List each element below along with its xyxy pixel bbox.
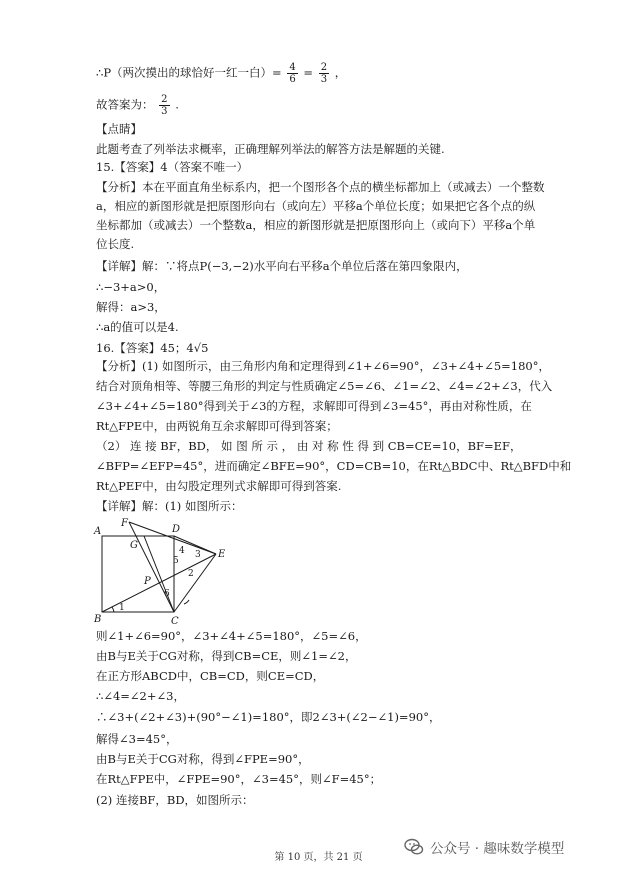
geometry-svg: [92, 516, 242, 626]
text-line: Rt△FPE中，由两锐角互余求解即可得到答案；: [96, 419, 338, 433]
label-angle-5: 5: [173, 556, 179, 566]
label-angle-1: 1: [119, 603, 125, 613]
section-heading-dianjing: 【点睛】: [96, 122, 142, 136]
fraction-answer: $\frac{2}{3}$: [161, 94, 168, 117]
label-d: D: [172, 524, 181, 535]
text-line: ∴∠3+(∠2+∠3)+(90°−∠1)=180°，即2∠3+(∠2−∠1)=90°，: [96, 710, 441, 724]
text-line: ∠3+∠4+∠5=180°得到关于∠3的方程，求解即可得到∠3=45°，再由对称性质，在: [96, 399, 532, 413]
label-angle-6: 6: [164, 589, 170, 599]
text-line: ∠BFP=∠EFP=45°，进而确定∠BFE=90°，CD=CB=10，在Rt△BDC中、Rt△BFD中和: [96, 459, 572, 473]
text-line: 则∠1+∠6=90°，∠3+∠4+∠5=180°，∠5=∠6，: [96, 629, 367, 643]
label-angle-2: 2: [188, 569, 194, 579]
text-line: 此题考查了列举法求概率，正确理解列举法的解答方法是解题的关键.: [96, 142, 445, 156]
text-line: 解得：a>3，: [96, 300, 166, 314]
label-angle-4: 4: [179, 546, 185, 556]
probability-result-line: ∴P（两次摸出的球恰好一红一白）= $\frac{4}{6}$ = $\frac{2}{3}$ ，: [96, 62, 347, 85]
label-b: B: [94, 614, 102, 625]
question-16-answer: 16.【答案】45；4√5: [96, 341, 209, 355]
label-e: E: [218, 549, 226, 560]
text-line: 由B与E关于CG对称，得到∠FPE=90°，: [96, 752, 310, 766]
answer-line: 故答案为： $\frac{2}{3}$ .: [96, 94, 179, 117]
segment-ce: [174, 554, 216, 612]
text-line: 【详解】解：(1) 如图所示：: [96, 499, 243, 513]
label-c: C: [171, 616, 179, 626]
text-line: 在正方形ABCD中，CB=CD，则CE=CD，: [96, 669, 325, 683]
question-15-answer: 15.【答案】4（答案不唯一）: [96, 160, 249, 174]
angle-arc-1: [112, 607, 114, 612]
label-f: F: [121, 518, 128, 529]
text-line: （2） 连 接 BF，BD， 如 图 所 示 ， 由 对 称 性 得 到 CB=CE=10，BF=EF，: [96, 439, 522, 453]
text-line: 【详解】解：∵将点P(−3,−2)水平向右平移a个单位后落在第四象限内，: [96, 259, 468, 273]
text-line: 在Rt△FPE中，∠FPE=90°，∠3=45°，则∠F=45°；: [96, 772, 382, 786]
page-footer: 第 10 页，共 21 页: [274, 852, 363, 863]
label-p: P: [144, 576, 151, 587]
geometry-figure: [92, 516, 242, 626]
text-line: 由B与E关于CG对称，得到CB=CE，则∠1=∠2，: [96, 649, 357, 663]
label-g: G: [130, 540, 138, 551]
angle-arc-2: [184, 600, 189, 604]
segment-cg: [144, 536, 174, 612]
watermark-text: 公众号 · 趣味数学模型: [430, 841, 565, 857]
text-line: 位长度.: [96, 237, 135, 251]
text-line: 结合对顶角相等、等腰三角形的判定与性质确定∠5=∠6、∠1=∠2、∠4=∠2+∠3，代入: [96, 379, 553, 393]
text-line: (2) 连接BF，BD，如图所示：: [96, 793, 254, 807]
label-a: A: [94, 526, 102, 537]
text-line: Rt△PEF中，由勾股定理列式求解即可得到答案.: [96, 479, 342, 493]
text-line: a，相应的新图形就是把原图形向右（或向左）平移a个单位长度；如果把它各个点的纵: [96, 199, 536, 213]
text-line: 【分析】本在平面直角坐标系内，把一个图形各个点的横坐标都加上（或减去）一个整数: [96, 180, 545, 194]
fraction-4-6: $\frac{4}{6}$: [289, 62, 296, 85]
text-line: ∴∠4=∠2+∠3，: [96, 689, 185, 703]
square-abcd: [102, 536, 174, 612]
text-line: 【分析】(1) 如图所示，由三角形内角和定理得到∠1+∠6=90°，∠3+∠4+∠5=180°，: [96, 359, 550, 373]
text-line: 解得∠3=45°，: [96, 732, 178, 746]
label-angle-3: 3: [195, 550, 201, 560]
text-line: ∴a的值可以是4.: [96, 320, 179, 334]
text-line: 坐标都加（或减去）一个整数a，相应的新图形就是把原图形向上（或向下）平移a个单: [96, 218, 536, 232]
fraction-2-3: $\frac{2}{3}$: [320, 62, 328, 85]
text-line: ∴−3+a>0，: [96, 280, 166, 294]
